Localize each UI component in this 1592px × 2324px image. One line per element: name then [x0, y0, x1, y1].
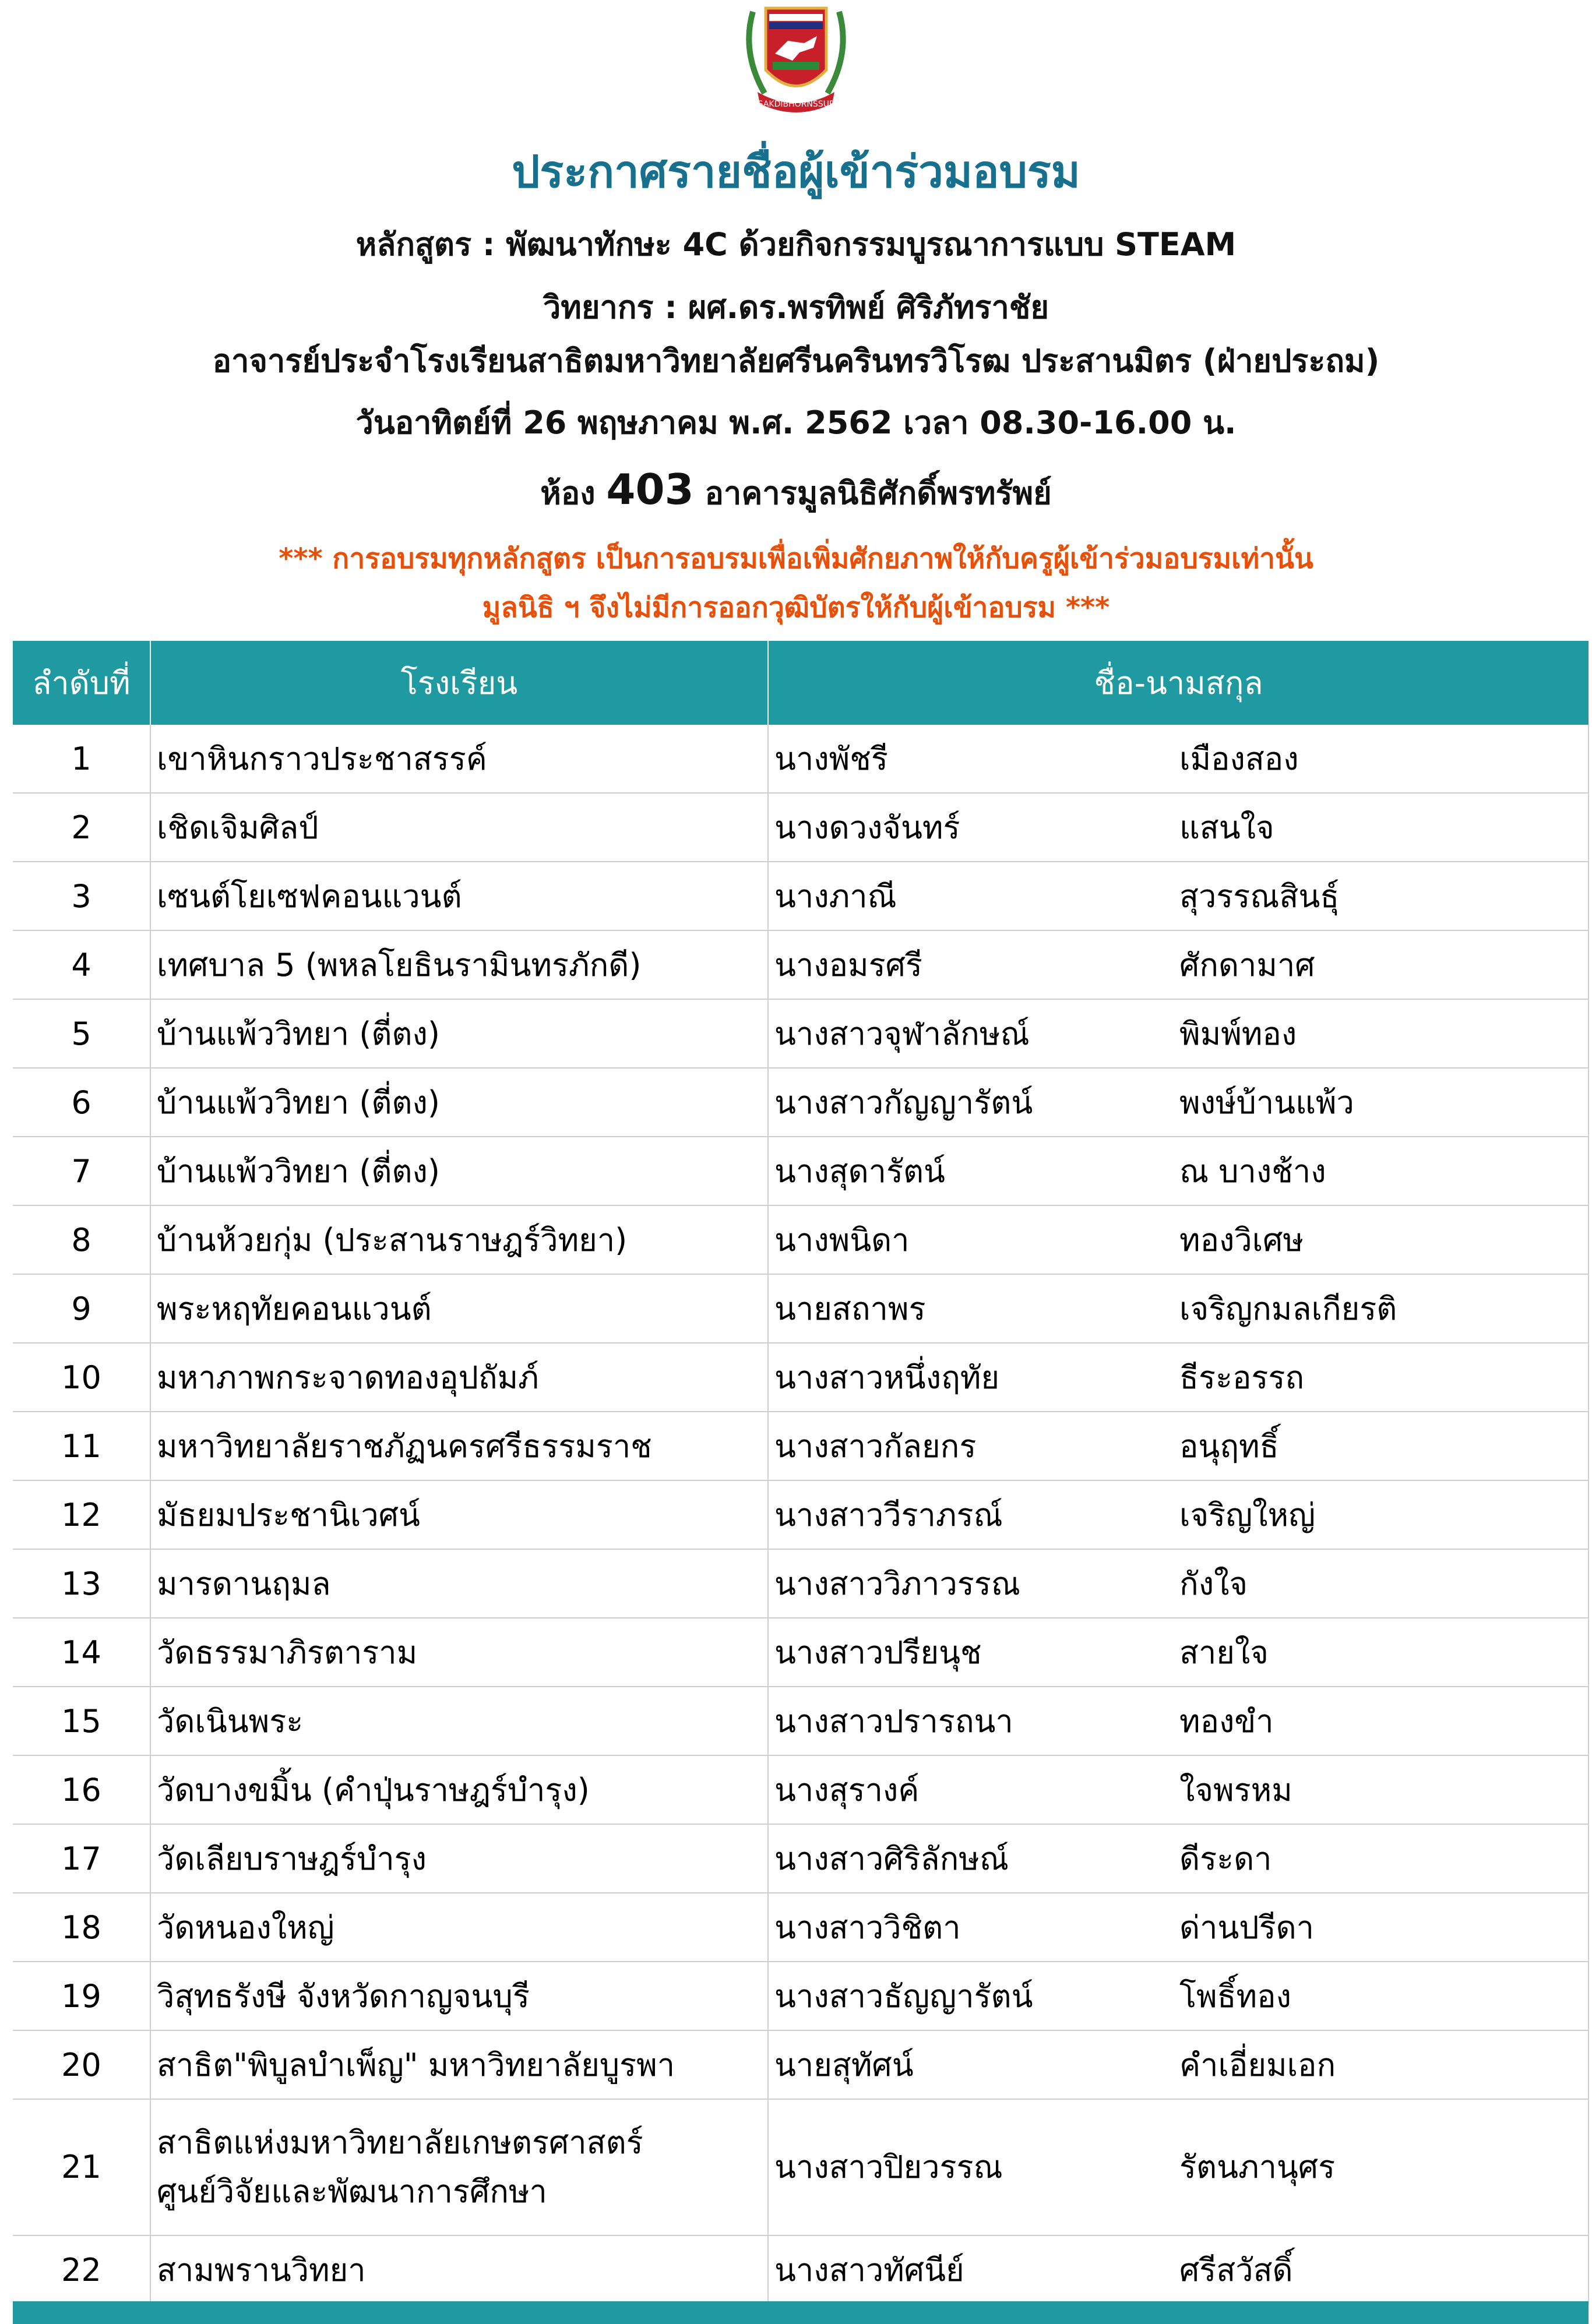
participants-table — [13, 641, 1589, 2305]
row-first-name: นางอมรศรี — [768, 930, 1179, 999]
row-last-name: ธีระอรรถ — [1179, 1343, 1589, 1412]
row-order: 9 — [13, 1274, 150, 1343]
row-last-name: แสนใจ — [1179, 793, 1589, 862]
row-last-name: คำเอี่ยมเอก — [1179, 2030, 1589, 2099]
table-row — [13, 1343, 1589, 1412]
table-row — [13, 2099, 1589, 2235]
row-last-name: ด่านปรีดา — [1179, 1893, 1589, 1962]
row-last-name: กังใจ — [1179, 1549, 1589, 1618]
row-last-name: อนุฤทธิ์ — [1179, 1412, 1589, 1480]
room-prefix: ห้อง — [540, 475, 596, 512]
row-last-name: ทองขำ — [1179, 1687, 1589, 1755]
table-row — [13, 1687, 1589, 1755]
row-order: 16 — [13, 1755, 150, 1824]
row-first-name: นางภาณี — [768, 862, 1179, 930]
row-school: วัดเลียบราษฎร์บำรุง — [150, 1824, 768, 1893]
row-last-name: ศักดามาศ — [1179, 930, 1589, 999]
table-row — [13, 1205, 1589, 1274]
row-first-name: นางพนิดา — [768, 1205, 1179, 1274]
row-first-name: นางสาววิภาวรรณ — [768, 1549, 1179, 1618]
row-last-name: เมืองสอง — [1179, 725, 1589, 793]
row-order: 1 — [13, 725, 150, 793]
row-order: 11 — [13, 1412, 150, 1480]
row-school: สามพรานวิทยา — [150, 2235, 768, 2304]
affiliation-line: อาจารย์ประจำโรงเรียนสาธิตมหาวิทยาลัยศรีนครินทรวิโรฒ ประสานมิตร (ฝ่ายประถม) — [212, 343, 1380, 379]
row-school: วัดหนองใหญ่ — [150, 1893, 768, 1962]
table-row — [13, 1274, 1589, 1343]
svg-text:SAKDIBHORNSSUP: SAKDIBHORNSSUP — [758, 100, 834, 109]
row-order: 19 — [13, 1962, 150, 2030]
row-school: เซนต์โยเซฟคอนแวนต์ — [150, 862, 768, 930]
table-row — [13, 1618, 1589, 1687]
row-last-name: ดีระดา — [1179, 1824, 1589, 1893]
row-order: 15 — [13, 1687, 150, 1755]
date-line: วันอาทิตย์ที่ 26 พฤษภาคม พ.ศ. 2562 เวลา 08.30-16.00 น. — [355, 404, 1237, 441]
row-last-name: ศรีสวัสดิ์ — [1179, 2235, 1589, 2304]
row-order: 2 — [13, 793, 150, 862]
header-name: ชื่อ-นามสกุล — [768, 641, 1589, 725]
row-last-name: เจริญใหญ่ — [1179, 1480, 1589, 1549]
row-last-name: พิมพ์ทอง — [1179, 999, 1589, 1068]
row-school: เขาหินกราวประชาสรรค์ — [150, 725, 768, 793]
row-last-name: สุวรรณสินธุ์ — [1179, 862, 1589, 930]
notice-line-1: *** การอบรมทุกหลักสูตร เป็นการอบรมเพื่อเพิ่มศักยภาพให้กับครูผู้เข้าร่วมอบรมเท่านั้น — [279, 542, 1313, 575]
row-order: 6 — [13, 1068, 150, 1137]
row-school: เทศบาล 5 (พหลโยธินรามินทรภักดี) — [150, 930, 768, 999]
row-order: 17 — [13, 1824, 150, 1893]
room-line — [0, 466, 1592, 517]
row-school: บ้านห้วยกุ่ม (ประสานราษฎร์วิทยา) — [150, 1205, 768, 1274]
row-school: วัดเนินพระ — [150, 1687, 768, 1755]
row-first-name: นางสาวปรารถนา — [768, 1687, 1179, 1755]
row-school: บ้านแพ้ววิทยา (ตี่ตง) — [150, 1068, 768, 1137]
row-first-name: นางสาวกัญญารัตน์ — [768, 1068, 1179, 1137]
header-order: ลำดับที่ — [13, 641, 150, 725]
row-order: 12 — [13, 1480, 150, 1549]
row-first-name: นางพัชรี — [768, 725, 1179, 793]
table-row — [13, 793, 1589, 862]
row-order: 5 — [13, 999, 150, 1068]
row-school: มัธยมประชานิเวศน์ — [150, 1480, 768, 1549]
row-first-name: นางสาวทัศนีย์ — [768, 2235, 1179, 2304]
table-row — [13, 725, 1589, 793]
school-logo — [730, 0, 862, 117]
room-number: 403 — [606, 465, 694, 514]
notice-line-2: มูลนิธิ ฯ จึงไม่มีการออกวุฒิบัตรให้กับผู้เข้าอบรม *** — [482, 591, 1110, 624]
row-first-name: นางสาวกัลยกร — [768, 1412, 1179, 1480]
row-school: พระหฤทัยคอนแวนต์ — [150, 1274, 768, 1343]
row-last-name: เจริญกมลเกียรติ — [1179, 1274, 1589, 1343]
row-school: มหาภาพกระจาดทองอุปถัมภ์ — [150, 1343, 768, 1412]
row-first-name: นางสาววีราภรณ์ — [768, 1480, 1179, 1549]
speaker-line: วิทยากร : ผศ.ดร.พรทิพย์ ศิริภัทราชัย — [543, 289, 1049, 326]
course-line: หลักสูตร : พัฒนาทักษะ 4C ด้วยกิจกรรมบูรณาการแบบ STEAM — [355, 226, 1237, 263]
row-first-name: นางสาวธัญญารัตน์ — [768, 1962, 1179, 2030]
table-row — [13, 1962, 1589, 2030]
row-first-name: นางสาวศิริลักษณ์ — [768, 1824, 1179, 1893]
row-first-name: นางสาววิชิตา — [768, 1893, 1179, 1962]
table-row — [13, 1549, 1589, 1618]
row-order: 13 — [13, 1549, 150, 1618]
row-last-name: ทองวิเศษ — [1179, 1205, 1589, 1274]
table-row — [13, 2235, 1589, 2304]
row-school: วัดธรรมาภิรตาราม — [150, 1618, 768, 1687]
row-school: วิสุทธรังษี จังหวัดกาญจนบุรี — [150, 1962, 768, 2030]
row-first-name: นางสุดารัตน์ — [768, 1137, 1179, 1205]
room-suffix: อาคารมูลนิธิศักดิ์พรทรัพย์ — [705, 475, 1052, 512]
table-row — [13, 2030, 1589, 2099]
row-last-name: สายใจ — [1179, 1618, 1589, 1687]
row-first-name: นางดวงจันทร์ — [768, 793, 1179, 862]
row-first-name: นางสุรางค์ — [768, 1755, 1179, 1824]
row-last-name: โพธิ์ทอง — [1179, 1962, 1589, 2030]
table-row — [13, 1068, 1589, 1137]
row-school: บ้านแพ้ววิทยา (ตี่ตง) — [150, 1137, 768, 1205]
row-order: 8 — [13, 1205, 150, 1274]
table-row — [13, 1824, 1589, 1893]
row-last-name: ณ บางช้าง — [1179, 1137, 1589, 1205]
row-first-name: นางสาวปิยวรรณ — [768, 2099, 1179, 2235]
row-order: 4 — [13, 930, 150, 999]
header-school: โรงเรียน — [150, 641, 768, 725]
row-school: เชิดเจิมศิลป์ — [150, 793, 768, 862]
row-last-name: ใจพรหม — [1179, 1755, 1589, 1824]
row-order: 10 — [13, 1343, 150, 1412]
row-school: มหาวิทยาลัยราชภัฏนครศรีธรรมราช — [150, 1412, 768, 1480]
row-first-name: นายสุทัศน์ — [768, 2030, 1179, 2099]
row-order: 22 — [13, 2235, 150, 2304]
row-school: มารดานฤมล — [150, 1549, 768, 1618]
table-bottom-bar — [13, 2301, 1589, 2324]
table-row — [13, 930, 1589, 999]
table-row — [13, 1755, 1589, 1824]
row-first-name: นางสาวปรียนุช — [768, 1618, 1179, 1687]
row-first-name: นางสาวหนึ่งฤทัย — [768, 1343, 1179, 1412]
table-row — [13, 1137, 1589, 1205]
table-row — [13, 999, 1589, 1068]
table-row — [13, 1893, 1589, 1962]
page-title: ประกาศรายชื่อผู้เข้าร่วมอบรม — [512, 146, 1080, 198]
table-row — [13, 1480, 1589, 1549]
row-first-name: นางสาวจุฬาลักษณ์ — [768, 999, 1179, 1068]
row-school: สาธิตแห่งมหาวิทยาลัยเกษตรศาสตร์ ศูนย์วิจัยและพัฒนาการศึกษา — [150, 2099, 768, 2235]
row-order: 18 — [13, 1893, 150, 1962]
row-last-name: พงษ์บ้านแพ้ว — [1179, 1068, 1589, 1137]
row-order: 21 — [13, 2099, 150, 2235]
row-last-name: รัตนภานุศร — [1179, 2099, 1589, 2235]
table-row — [13, 862, 1589, 930]
table-header-row — [13, 641, 1589, 725]
row-order: 7 — [13, 1137, 150, 1205]
table-row — [13, 1412, 1589, 1480]
row-first-name: นายสถาพร — [768, 1274, 1179, 1343]
row-order: 3 — [13, 862, 150, 930]
row-order: 20 — [13, 2030, 150, 2099]
row-school: วัดบางขมิ้น (คำปุ่นราษฎร์บำรุง) — [150, 1755, 768, 1824]
row-school: สาธิต"พิบูลบำเพ็ญ" มหาวิทยาลัยบูรพา — [150, 2030, 768, 2099]
row-school: บ้านแพ้ววิทยา (ตี่ตง) — [150, 999, 768, 1068]
row-order: 14 — [13, 1618, 150, 1687]
